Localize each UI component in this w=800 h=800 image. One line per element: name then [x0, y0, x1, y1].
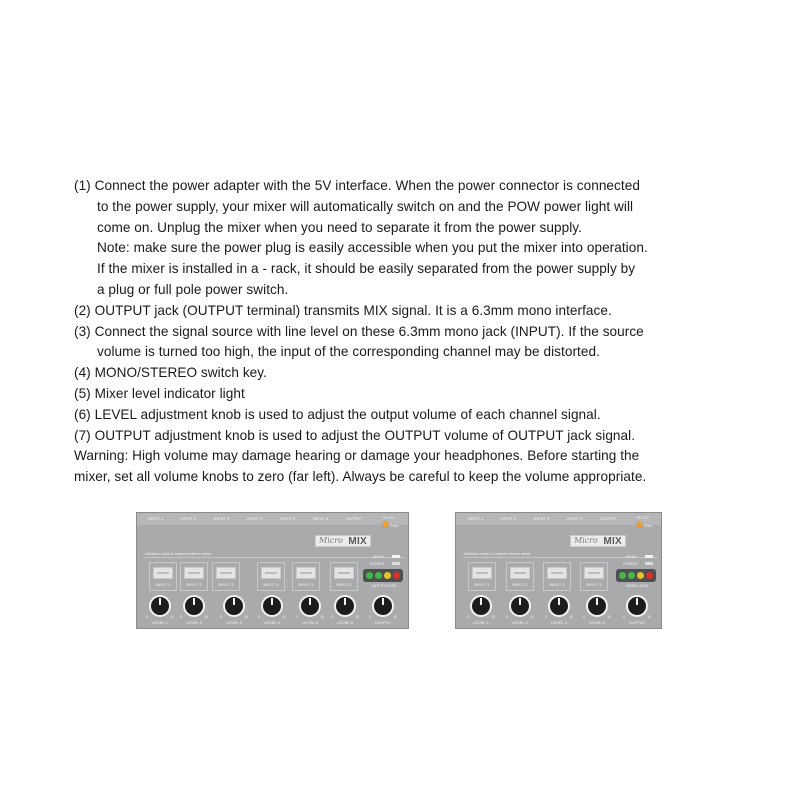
mono-stereo-switch[interactable] — [392, 555, 400, 558]
instruction-line: Warning: High volume may damage hearing or damage your headphones. Before starting the — [74, 448, 640, 464]
pow-led-icon — [383, 522, 388, 527]
input-jack[interactable] — [334, 567, 354, 579]
instruction-line: Note: make sure the power plug is easily accessible when you put the mixer into operation. — [97, 240, 648, 256]
input-jack[interactable] — [547, 567, 567, 579]
input-jack[interactable] — [584, 567, 604, 579]
pow-label: Pow — [390, 523, 398, 528]
input-jack[interactable] — [261, 567, 281, 579]
top-jack-strip — [137, 513, 408, 525]
knob-scale-min: 0 — [180, 615, 182, 619]
input-jack[interactable] — [216, 567, 236, 579]
level-meter — [363, 569, 403, 582]
level-knob[interactable] — [334, 595, 356, 617]
top-jack-label: INPUT 2 — [501, 516, 517, 521]
knob-scale — [331, 615, 359, 619]
instruction-line: (2) OUTPUT jack (OUTPUT terminal) transmits MIX signal. It is a 6.3mm mono interface. — [74, 302, 612, 318]
knob-scale-min: 0 — [258, 615, 260, 619]
knob-scale — [623, 615, 651, 619]
input-jack-label: INPUT 1 — [474, 582, 490, 587]
jack-slot — [338, 572, 350, 574]
jack-slot — [476, 572, 488, 574]
mixer-description: Ultralow noise 6 channel stereo mixer — [145, 551, 212, 556]
brand-script: Micro — [574, 536, 598, 545]
input-jack-label: INPUT 4 — [586, 582, 602, 587]
knob-scale-max: 10 — [244, 615, 248, 619]
knob-scale — [545, 615, 573, 619]
stereo-label: STEREO — [623, 562, 638, 566]
knob-scale-max: 10 — [170, 615, 174, 619]
instruction-line: to the power supply, your mixer will automatically switch on and the POW power light will — [97, 198, 634, 214]
knob-indicator — [382, 598, 384, 605]
input-jack-label: INPUT 2 — [186, 582, 202, 587]
knob-label: LEVEL 5 — [302, 620, 318, 625]
knob-indicator — [636, 598, 638, 605]
mixer-6-channel-panel — [136, 512, 409, 629]
top-jack-label: OUTPUT — [600, 516, 617, 521]
knob-scale-min: 0 — [220, 615, 222, 619]
knob-label: LEVEL 3 — [226, 620, 242, 625]
jack-slot — [514, 572, 526, 574]
knob-scale-max: 10 — [204, 615, 208, 619]
knob-label: LEVEL 4 — [264, 620, 280, 625]
knob-scale — [467, 615, 495, 619]
top-jack-strip — [456, 513, 661, 525]
knob-label: LEVEL 1 — [152, 620, 168, 625]
knob-scale — [296, 615, 324, 619]
knob-scale — [146, 615, 174, 619]
knob-scale-max: 10 — [282, 615, 286, 619]
knob-scale-min: 0 — [296, 615, 298, 619]
knob-label: LEVEL 1 — [473, 620, 489, 625]
knob-scale-min: 0 — [331, 615, 333, 619]
top-jack-label: INPUT 2 — [181, 516, 197, 521]
power-input-label: 5V DC — [383, 515, 395, 520]
instruction-line: come on. Unplug the mixer when you need to separate it from the power supply. — [97, 219, 582, 235]
input-jack-label: INPUT 4 — [263, 582, 279, 587]
knob-indicator — [344, 598, 346, 605]
knob-scale-max: 10 — [647, 615, 651, 619]
instruction-line: (6) LEVEL adjustment knob is used to adjust the output volume of each channel signal. — [74, 406, 601, 422]
knob-label: OUTPUT — [374, 620, 392, 625]
mixer-4-channel-panel — [455, 512, 662, 629]
instruction-line: volume is turned too high, the input of the corresponding channel may be distorted. — [97, 344, 600, 360]
input-jack-label: INPUT 3 — [218, 582, 234, 587]
power-input-label: 5V DC — [637, 515, 649, 520]
instruction-line: mixer, set all volume knobs to zero (far left). Always be careful to keep the volume appropriate. — [74, 469, 647, 485]
brand-script: Micro — [319, 536, 343, 545]
instruction-line: (3) Connect the signal source with line level on these 6.3mm mono jack (INPUT). If the source — [74, 323, 644, 339]
instruction-line: If the mixer is installed in a - rack, it should be easily separated from the power supply by — [97, 261, 636, 277]
stereo-switch-key — [392, 562, 400, 565]
knob-scale-max: 10 — [393, 615, 397, 619]
level-knob[interactable] — [586, 595, 608, 617]
top-jack-label: INPUT 3 — [534, 516, 550, 521]
knob-scale — [180, 615, 208, 619]
knob-indicator — [271, 598, 273, 605]
knob-label: LEVEL 2 — [186, 620, 202, 625]
pow-label: Pow — [644, 523, 652, 528]
top-jack-label: INPUT 3 — [214, 516, 230, 521]
knob-scale-min: 0 — [369, 615, 371, 619]
led-red-icon — [393, 572, 400, 579]
mono-stereo-switch[interactable] — [645, 555, 653, 558]
knob-scale — [506, 615, 534, 619]
knob-label: LEVEL 4 — [589, 620, 605, 625]
level-knob[interactable] — [183, 595, 205, 617]
top-jack-label: OUTPUT — [346, 516, 363, 521]
knob-indicator — [159, 598, 161, 605]
brand-logo — [315, 535, 371, 547]
level-knob[interactable] — [509, 595, 531, 617]
knob-scale-max: 10 — [569, 615, 573, 619]
knob-scale — [369, 615, 397, 619]
led-green-icon — [619, 572, 626, 579]
knob-indicator — [309, 598, 311, 605]
knob-label: LEVEL 2 — [512, 620, 528, 625]
top-jack-label: INPUT 4 — [567, 516, 583, 521]
top-jack-label: INPUT 5 — [280, 516, 296, 521]
jack-slot — [220, 572, 232, 574]
input-jack[interactable] — [184, 567, 204, 579]
knob-indicator — [480, 598, 482, 605]
output-knob[interactable] — [626, 595, 648, 617]
led-green-icon — [628, 572, 635, 579]
input-jack[interactable] — [296, 567, 316, 579]
knob-scale-min: 0 — [583, 615, 585, 619]
instructions-text — [74, 176, 734, 488]
knob-scale-max: 10 — [320, 615, 324, 619]
top-jack-label: INPUT 4 — [247, 516, 263, 521]
mono-label: MONO — [626, 555, 637, 559]
jack-slot — [588, 572, 600, 574]
jack-slot — [551, 572, 563, 574]
input-jack-label: INPUT 2 — [512, 582, 528, 587]
input-jack-label: INPUT 3 — [549, 582, 565, 587]
knob-indicator — [558, 598, 560, 605]
meter-label: OUTPUT LEVEL — [371, 584, 398, 588]
knob-indicator — [596, 598, 598, 605]
knob-scale-min: 0 — [545, 615, 547, 619]
input-jack[interactable] — [472, 567, 492, 579]
led-red-icon — [646, 572, 653, 579]
knob-scale — [220, 615, 248, 619]
level-knob[interactable] — [261, 595, 283, 617]
divider — [143, 557, 405, 558]
knob-scale-min: 0 — [506, 615, 508, 619]
input-jack-label: INPUT 1 — [155, 582, 171, 587]
top-jack-label: INPUT 1 — [148, 516, 164, 521]
instruction-line: a plug or full pole power switch. — [97, 281, 289, 297]
level-knob[interactable] — [149, 595, 171, 617]
mixer-description: Ultralow noise 4 channel stereo mixer — [464, 551, 531, 556]
knob-scale-min: 0 — [623, 615, 625, 619]
meter-label: MONO LEVEL — [626, 584, 649, 588]
stereo-switch-key — [645, 562, 653, 565]
knob-scale-min: 0 — [467, 615, 469, 619]
instruction-line: (1) Connect the power adapter with the 5V interface. When the power connector is connected — [74, 178, 640, 193]
jack-slot — [188, 572, 200, 574]
knob-scale-max: 10 — [530, 615, 534, 619]
level-knob[interactable] — [470, 595, 492, 617]
stereo-label: STEREO — [370, 562, 385, 566]
level-knob[interactable] — [299, 595, 321, 617]
led-yellow-icon — [637, 572, 644, 579]
top-jack-label: INPUT 1 — [468, 516, 484, 521]
input-jack-label: INPUT 5 — [298, 582, 314, 587]
level-knob[interactable] — [548, 595, 570, 617]
jack-slot — [157, 572, 169, 574]
knob-label: LEVEL 3 — [551, 620, 567, 625]
instruction-line: (4) MONO/STEREO switch key. — [74, 365, 267, 381]
knob-indicator — [193, 598, 195, 605]
knob-scale-max: 10 — [491, 615, 495, 619]
knob-scale-min: 0 — [146, 615, 148, 619]
brand-logo — [570, 535, 626, 547]
brand-mix: MIX — [348, 536, 367, 547]
led-green-icon — [366, 572, 373, 579]
level-meter — [616, 569, 656, 582]
knob-scale-max: 10 — [607, 615, 611, 619]
jack-slot — [300, 572, 312, 574]
knob-scale — [258, 615, 286, 619]
output-knob[interactable] — [372, 595, 394, 617]
input-jack[interactable] — [510, 567, 530, 579]
knob-label: OUTPUT — [628, 620, 646, 625]
knob-scale — [583, 615, 611, 619]
input-jack[interactable] — [153, 567, 173, 579]
instruction-line: (5) Mixer level indicator light — [74, 385, 245, 401]
knob-scale-max: 10 — [355, 615, 359, 619]
knob-label: LEVEL 6 — [337, 620, 353, 625]
brand-mix: MIX — [603, 536, 622, 547]
led-green-icon — [375, 572, 382, 579]
mono-label: MONO — [373, 555, 384, 559]
led-yellow-icon — [384, 572, 391, 579]
knob-indicator — [519, 598, 521, 605]
knob-indicator — [233, 598, 235, 605]
input-jack-label: INPUT 6 — [336, 582, 352, 587]
instruction-line: (7) OUTPUT adjustment knob is used to adjust the OUTPUT volume of OUTPUT jack signal. — [74, 427, 636, 443]
jack-slot — [265, 572, 277, 574]
top-jack-label: INPUT 6 — [313, 516, 329, 521]
level-knob[interactable] — [223, 595, 245, 617]
pow-led-icon — [637, 522, 642, 527]
